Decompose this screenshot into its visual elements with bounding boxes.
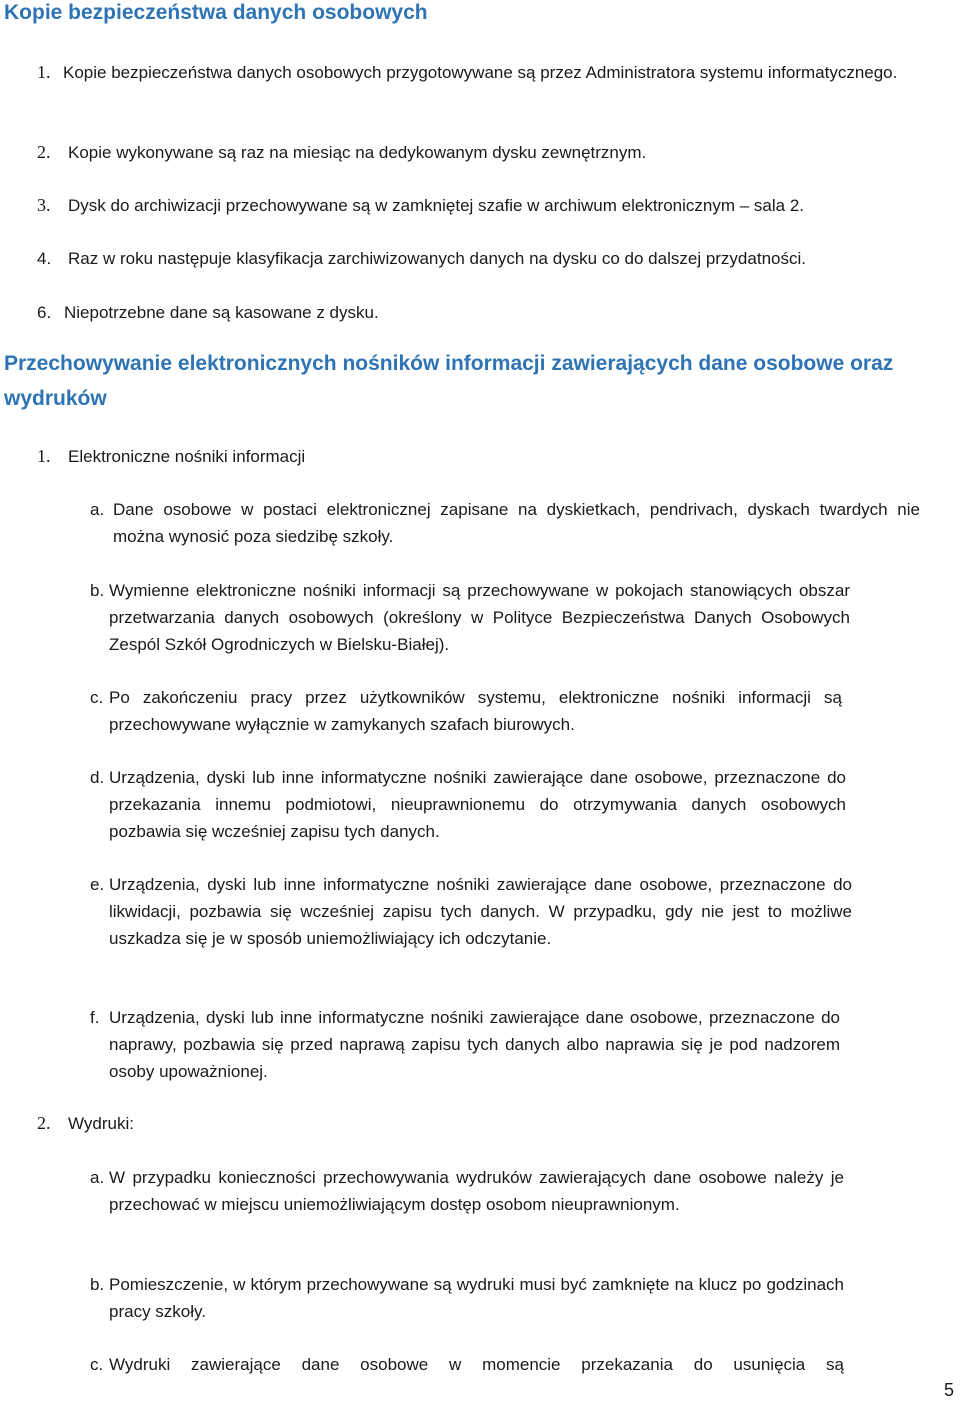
- list-item: [37, 139, 937, 166]
- list-item: [37, 192, 957, 219]
- list-item: [90, 684, 842, 738]
- item-letter: c.: [90, 688, 104, 707]
- item-letter: e.: [90, 875, 105, 894]
- item-text: Urządzenia, dyski lub inne informatyczne nośniki zawierające dane osobowe, przeznaczone do przekazania innemu podmiotowi, nieuprawnionemu do otrzymywania danych osobowych pozbawia się wcześniej zapisu tych danych.: [109, 768, 846, 841]
- list-item: [37, 299, 937, 326]
- item-text: Urządzenia, dyski lub inne informatyczne nośniki zawierające dane osobowe, przeznaczone do naprawy, pozbawia się przed naprawą zapisu tych danych albo naprawia się je pod nadzorem osoby upoważnionej.: [109, 1008, 840, 1081]
- item-text: Dysk do archiwizacji przechowywane są w zamkniętej szafie w archiwum elektronicznym – sala 2.: [68, 196, 804, 215]
- item-number: 6.: [37, 303, 52, 322]
- item-number: 2.: [37, 142, 51, 162]
- item-text: Niepotrzebne dane są kasowane z dysku.: [64, 303, 379, 322]
- item-letter: d.: [90, 768, 105, 787]
- group-label: Elektroniczne nośniki informacji: [68, 447, 306, 466]
- item-number: 2.: [37, 1113, 51, 1133]
- item-letter: a.: [90, 500, 105, 519]
- item-letter: b.: [90, 581, 105, 600]
- item-letter: a.: [90, 1168, 105, 1187]
- item-text: Kopie bezpieczeństwa danych osobowych przygotowywane są przez Administratora systemu informatycznego.: [63, 63, 898, 82]
- item-number: 4.: [37, 249, 52, 268]
- item-number: 3.: [37, 195, 51, 215]
- item-text: W przypadku konieczności przechowywania wydruków zawierających dane osobowe należy je przechować w miejscu uniemożliwiającym dostęp osobom nieuprawnionym.: [109, 1168, 844, 1214]
- page-number: 5: [943, 1380, 954, 1400]
- list-item: [90, 764, 846, 845]
- item-text: Wymienne elektroniczne nośniki informacji są przechowywane w pokojach stanowiących obszar przetwarzania danych osobowych (określony w Polityce Bezpieczeństwa Danych Osobowych Zespól Szkół Ogrodniczych w Bielsku-Białej).: [109, 581, 850, 654]
- list-item: [90, 577, 850, 658]
- item-text: Kopie wykonywane są raz na miesiąc na dedykowanym dysku zewnętrznym.: [68, 143, 647, 162]
- list-item-group-printouts: [37, 1110, 437, 1137]
- list-item: [90, 1004, 840, 1085]
- item-text: Po zakończeniu pracy przez użytkowników systemu, elektroniczne nośniki informacji są przechowywane wyłącznie w zamykanych szafach biurowych.: [109, 688, 842, 734]
- list-item: [37, 245, 957, 272]
- item-number: 1.: [37, 62, 51, 82]
- group-label: Wydruki:: [68, 1114, 134, 1133]
- item-text: Pomieszczenie, w którym przechowywane są wydruki musi być zamknięte na klucz po godzinach pracy szkoły.: [109, 1275, 844, 1321]
- item-letter: b.: [90, 1275, 105, 1294]
- list-item: [90, 871, 852, 952]
- list-item: [90, 1351, 844, 1378]
- item-text: Wydruki zawierające dane osobowe w momencie przekazania do usunięcia są: [109, 1355, 844, 1374]
- list-item: [90, 496, 920, 550]
- item-letter: f.: [90, 1008, 100, 1027]
- section-heading-storage: Przechowywanie elektronicznych nośników informacji zawierających dane osobowe oraz wydruków: [4, 352, 894, 410]
- section-heading-backups: Kopie bezpieczeństwa danych osobowych: [4, 1, 428, 24]
- item-text: Raz w roku następuje klasyfikacja zarchiwizowanych danych na dysku co do dalszej przydatności.: [68, 249, 806, 268]
- list-item-group-electronic: [37, 443, 737, 470]
- list-item: [90, 1164, 844, 1218]
- item-number: 1.: [37, 446, 51, 466]
- item-letter: c.: [90, 1355, 104, 1374]
- list-item: [90, 1271, 844, 1325]
- item-text: Dane osobowe w postaci elektronicznej zapisane na dyskietkach, pendrivach, dyskach twardych nie można wynosić poza siedzibę szkoły.: [113, 500, 920, 546]
- list-item: [37, 59, 937, 86]
- item-text: Urządzenia, dyski lub inne informatyczne nośniki zawierające dane osobowe, przeznaczone do likwidacji, pozbawia się wcześniej zapisu tych danych. W przypadku, gdy nie jest to możliwe uszkadza się je w sposób uniemożliwiający ich odczytanie.: [109, 875, 852, 948]
